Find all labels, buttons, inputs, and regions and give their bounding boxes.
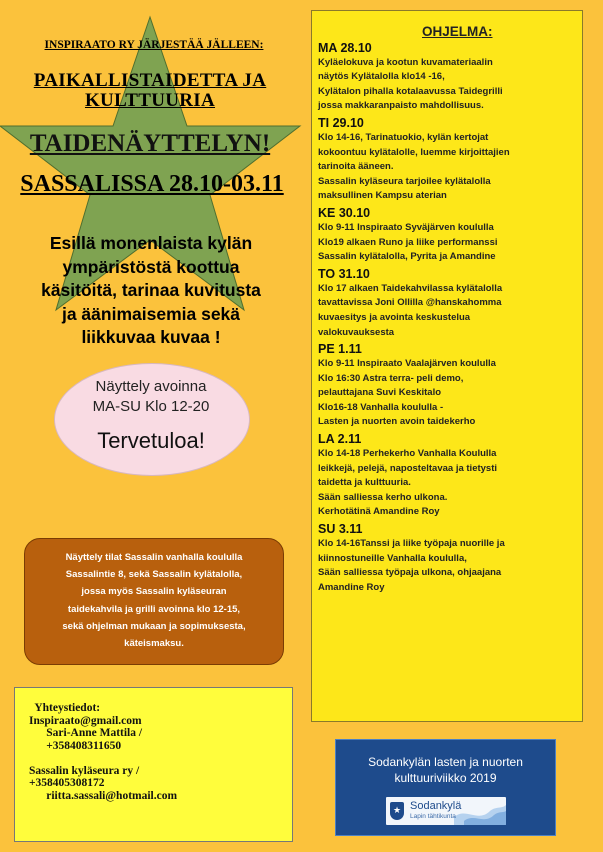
contact-email-link[interactable]: riitta.sassali@hotmail.com xyxy=(29,789,178,802)
contact-heading: Yhteystiedot: xyxy=(29,702,101,714)
program-line: Kyläelokuva ja kootun kuvamateriaalin xyxy=(318,56,493,68)
program-day-heading xyxy=(318,266,574,282)
program-line: Klo 14-18 Perhekerho Vanhalla Koululla xyxy=(318,448,497,460)
day-label: MA 28.10 xyxy=(318,40,372,55)
program-line: Sassalin kyläseura tarjoilee kylätalolla xyxy=(318,175,491,187)
sodankyla-logo xyxy=(386,797,506,825)
program-line: jossa makkaranpaisto mahdollisuus. xyxy=(318,100,484,112)
program-day-heading xyxy=(318,341,574,357)
program-line: Klo 14-16Tanssi ja liike työpaja nuorille ja xyxy=(318,538,505,550)
program-line: taidetta ja kulttuuria. xyxy=(318,477,411,489)
program-line: kiinnostuneille Vanhalla koululla, xyxy=(318,552,467,564)
logo-title-line: Sodankylän lasten ja nuorten xyxy=(368,755,523,769)
day-label: KE 30.10 xyxy=(318,205,371,220)
star-shield-icon: ★ xyxy=(390,802,404,820)
venue-line: sekä ohjelman mukaan ja sopimuksesta, xyxy=(62,620,246,632)
program-day-heading xyxy=(318,115,574,131)
program-line: Klo 14-16, Tarinatuokio, kylän kertojat xyxy=(318,131,489,143)
program-line: Klo 16:30 Astra terra- peli demo, xyxy=(318,372,464,384)
description-line: ympäristöstä koottua xyxy=(62,256,240,277)
logo-tagline: Lapin tähtikunta xyxy=(410,813,456,820)
culture-week-logo-box xyxy=(335,739,556,836)
program-line: Klo 9-11 Inspiraato Vaalajärven koululla xyxy=(318,358,496,370)
day-label: TI 29.10 xyxy=(318,115,364,130)
contact-person: Sari-Anne Mattila / xyxy=(29,727,143,739)
program-line: Klo19 alkaen Runo ja liike performanssi xyxy=(318,236,498,248)
logo-brand: Sodankylä xyxy=(410,800,462,812)
description-line: Esillä monenlaista kylän xyxy=(49,233,253,253)
contact-spacer xyxy=(29,752,292,765)
program-line: Klo 9-11 Inspiraato Syväjärven koululla xyxy=(318,221,494,233)
program-line: Sassalin kylätalolla, Pyrita ja Amandine xyxy=(318,251,496,263)
program-day-heading xyxy=(318,431,574,447)
program-line: Klo 17 alkaen Taidekahvilassa kylätalolla xyxy=(318,282,503,294)
program-line: Amandine Roy xyxy=(318,581,385,593)
contact-phone: +358408311650 xyxy=(29,739,122,752)
venue-line: jossa myös Sassalin kyläseuran xyxy=(81,586,227,598)
program-line: Sään salliessa kerho ulkona. xyxy=(318,491,448,503)
welcome-text: Tervetuloa! xyxy=(97,428,205,453)
description-line: liikkuvaa kuvaa ! xyxy=(81,327,221,347)
headline-dates: SASSALISSA 28.10-03.11 xyxy=(20,171,284,197)
venue-line: Sassalintie 8, sekä Sassalin kylätalolla, xyxy=(65,569,243,581)
program-title: OHJELMA: xyxy=(422,24,493,39)
exhibition-description xyxy=(12,232,290,350)
venue-line: Näyttely tilat Sassalin vanhalla koululla xyxy=(65,552,243,563)
program-line: Kylätalon pihalla kotalaavussa Taidegrilli xyxy=(318,85,503,97)
contact-info-box xyxy=(14,687,293,842)
headline-art-culture: PAIKALLISTAIDETTA JA KULTTUURIA xyxy=(33,70,267,111)
opening-hours-label: Näyttely avoinna xyxy=(95,378,207,395)
program-line: Lasten ja nuorten avoin taidekerho xyxy=(318,416,476,428)
program-line: maksullinen Kampsu aterian xyxy=(318,190,447,202)
program-line: Sään salliessa työpaja ulkona, ohjaajana xyxy=(318,567,502,579)
venue-line: käteismaksu. xyxy=(124,638,184,650)
day-label: TO 31.10 xyxy=(318,266,370,281)
organizer-text: INSPIRAATO RY JÄRJESTÄÄ JÄLLEEN: xyxy=(44,39,264,51)
program-day-heading xyxy=(318,521,574,537)
headline-exhibition: TAIDENÄYTTELYN! xyxy=(29,130,271,157)
program-line: kokoontuu kylätalolle, luemme kirjoittajien xyxy=(318,146,510,158)
contact-email-link[interactable]: Inspiraato@gmail.com xyxy=(29,714,142,727)
day-label: SU 3.11 xyxy=(318,522,363,537)
logo-title-line: kulttuuriviikko 2019 xyxy=(394,771,497,785)
opening-hours-value: MA-SU Klo 12-20 xyxy=(92,398,210,415)
program-line: tavattavissa Joni Ollilla @hanskahomma xyxy=(318,297,502,309)
program-line: leikkejä, pelejä, naposteltavaa ja tietysti xyxy=(318,462,498,474)
wave-decoration-icon xyxy=(454,797,506,825)
program-line: tarinoita ääneen. xyxy=(318,161,394,173)
description-line: käsitöitä, tarinaa kuvitusta xyxy=(41,280,261,300)
program-line: Klo16-18 Vanhalla koululla - xyxy=(318,401,444,413)
program-line: pelauttajana Suvi Keskitalo xyxy=(318,387,442,399)
day-label: LA 2.11 xyxy=(318,432,362,447)
contact-organization: Sassalin kyläseura ry / xyxy=(29,764,140,777)
contact-phone: +358405308172 xyxy=(29,777,105,789)
description-line: ja äänimaisemia sekä xyxy=(61,303,241,324)
program-day-heading xyxy=(318,40,574,56)
program-line: valokuvauksesta xyxy=(318,326,395,338)
day-label: PE 1.11 xyxy=(318,342,362,357)
program-box xyxy=(311,10,583,722)
program-line: kuvaesitys ja avointa keskustelua xyxy=(318,311,471,323)
venue-info-box xyxy=(24,538,284,665)
venue-line: taidekahvila ja grilli avoinna klo 12-15, xyxy=(67,603,241,615)
program-day-heading xyxy=(318,205,574,221)
program-line: Kerhotätinä Amandine Roy xyxy=(318,506,440,518)
program-line: näytös Kylätalolla klo14 -16, xyxy=(318,71,445,83)
